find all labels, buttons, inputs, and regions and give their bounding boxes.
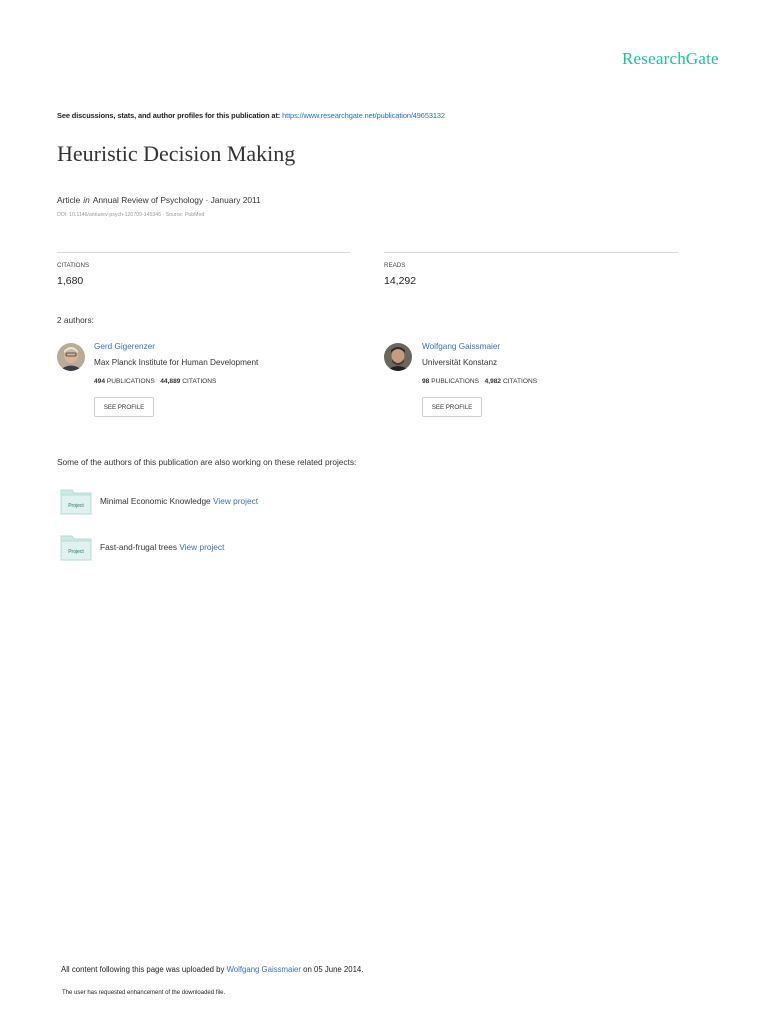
citations-label: CITATIONS xyxy=(57,262,90,269)
project-icon-label: Project xyxy=(68,549,84,555)
folder-icon xyxy=(60,487,92,515)
publications-count: 98 xyxy=(422,378,430,385)
project-name: Fast-and-frugal trees xyxy=(100,542,178,552)
journal-info: Annual Review of Psychology · January 2011 xyxy=(92,195,261,205)
projects-heading: Some of the authors of this publication are also working on these related projects: xyxy=(57,457,357,467)
citations-divider xyxy=(57,252,350,253)
project-item xyxy=(100,542,224,552)
discussion-notice xyxy=(57,111,445,120)
avatar[interactable] xyxy=(384,343,412,371)
discussion-text: See discussions, stats, and author profiles for this publication at: xyxy=(57,111,281,120)
avatar-photo-icon xyxy=(384,343,412,371)
avatar-photo-icon xyxy=(57,343,85,371)
publication-url-link[interactable]: https://www.researchgate.net/publication/49653132 xyxy=(282,111,445,120)
upload-prefix: All content following this page was uploaded by xyxy=(61,965,225,974)
reads-value: 14,292 xyxy=(384,275,417,287)
publications-label: PUBLICATIONS xyxy=(431,378,480,385)
avatar[interactable] xyxy=(57,343,85,371)
page-title: Heuristic Decision Making xyxy=(57,141,296,166)
see-profile-button[interactable]: SEE PROFILE xyxy=(422,397,482,417)
citations-count: 44,889 xyxy=(160,378,181,385)
in-label: in xyxy=(83,195,90,205)
publication-meta xyxy=(57,195,261,205)
folder-icon xyxy=(60,533,92,561)
citations-label: CITATIONS xyxy=(502,378,538,385)
uploader-link[interactable]: Wolfgang Gaissmaier xyxy=(226,965,301,974)
view-project-link[interactable]: View project xyxy=(213,496,259,506)
authors-heading: 2 authors: xyxy=(57,315,94,325)
author-name-link[interactable]: Gerd Gigerenzer xyxy=(94,342,155,351)
researchgate-logo[interactable]: ResearchGate xyxy=(622,49,719,68)
author-stats xyxy=(422,378,537,385)
citations-value: 1,680 xyxy=(57,275,84,287)
project-name: Minimal Economic Knowledge xyxy=(100,496,211,506)
article-type: Article xyxy=(57,195,81,205)
reads-divider xyxy=(384,252,678,253)
author-stats xyxy=(94,378,216,385)
citations-label: CITATIONS xyxy=(182,378,217,385)
author-institution: Max Planck Institute for Human Development xyxy=(94,358,259,367)
project-item xyxy=(100,496,258,506)
upload-suffix: on 05 June 2014. xyxy=(303,965,364,974)
see-profile-button[interactable]: SEE PROFILE xyxy=(94,397,154,417)
upload-notice xyxy=(61,965,363,974)
publications-count: 494 xyxy=(94,378,106,385)
project-icon-label: Project xyxy=(68,503,84,509)
enhancement-notice: The user has requested enhancement of the downloaded file. xyxy=(62,990,226,996)
publications-label: PUBLICATIONS xyxy=(106,378,155,385)
author-institution: Universität Konstanz xyxy=(422,358,498,367)
reads-label: READS xyxy=(384,262,406,269)
view-project-link[interactable]: View project xyxy=(179,542,225,552)
author-name-link[interactable]: Wolfgang Gaissmaier xyxy=(422,342,501,351)
citations-count: 4,982 xyxy=(484,378,502,385)
doi-source: DOI: 10.1146/annurev-psych-120709-145346 · Source: PubMed xyxy=(57,212,205,218)
